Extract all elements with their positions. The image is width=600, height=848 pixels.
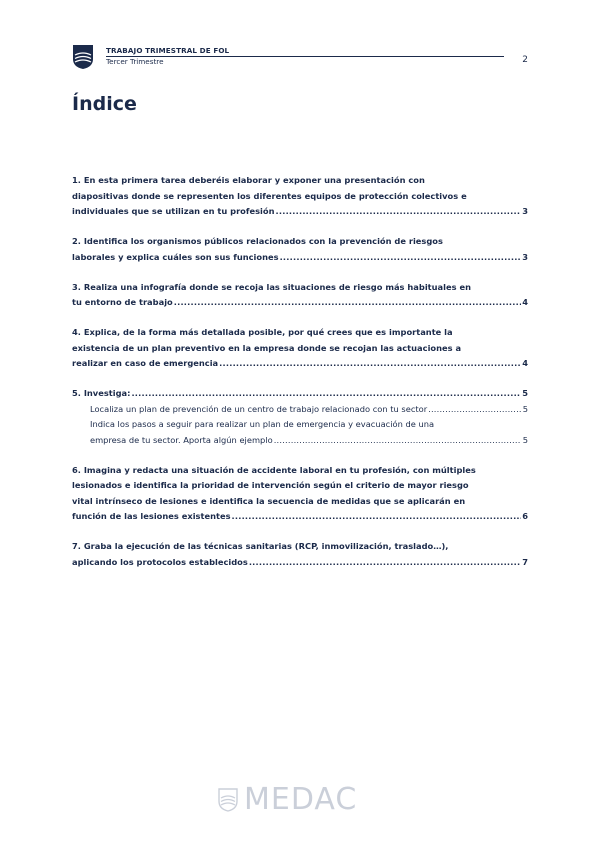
toc-entry-text: individuales que se utilizan en tu profesión	[72, 206, 275, 216]
toc-entry-text: empresa de tu sector. Aporta algún ejemplo	[90, 434, 273, 445]
toc-entry-text: realizar en caso de emergencia	[72, 358, 219, 368]
toc-entry-line	[72, 325, 528, 341]
header-divider	[106, 56, 504, 57]
toc-page-number: 5	[522, 388, 528, 398]
toc-page-number: 4	[522, 297, 528, 307]
medac-shield-icon	[218, 788, 238, 812]
footer-logo-text: MEDAC	[244, 782, 358, 817]
toc-page-number: 3	[522, 206, 528, 216]
toc-entry-text: 1. En esta primera tarea deberéis elaborar y exponer una presentación con	[72, 175, 425, 185]
toc-entry-line	[72, 173, 528, 189]
toc-entry-text: laborales y explica cuáles son sus funciones	[72, 251, 279, 262]
toc-entry-line	[72, 341, 528, 357]
toc-entry[interactable]	[72, 325, 528, 372]
toc-entry-text: aplicando los protocolos establecidos	[72, 556, 248, 567]
toc-page-number: 4	[522, 358, 528, 368]
toc-entry-line	[72, 204, 528, 220]
toc-entry-text: 2. Identifica los organismos públicos relacionados con la prevención de riesgos	[72, 236, 443, 246]
toc-entry-text: tu entorno de trabajo	[72, 297, 173, 307]
toc-dot-leader	[219, 356, 521, 372]
toc-page-number: 7	[522, 556, 528, 567]
toc-entry-line	[72, 189, 528, 205]
toc-entry-text: 6. Imagina y redacta una situación de accidente laboral en tu profesión, con múltiples	[72, 464, 476, 475]
toc-entry-text: 5. Investiga:	[72, 388, 131, 398]
toc-entry-text: 7. Graba la ejecución de las técnicas sanitarias (RCP, inmovilización, traslado…),	[72, 541, 449, 551]
toc-entry-text: función de las lesiones existentes	[72, 511, 231, 521]
toc-dot-leader	[428, 402, 521, 418]
toc-entry-line	[90, 433, 528, 449]
toc-entry-line	[72, 356, 528, 372]
toc-entry-text: vital intrínseco de lesiones e identifica la secuencia de medidas que se aplicarán en	[72, 495, 466, 506]
toc-dot-leader	[249, 555, 521, 571]
toc-entry[interactable]	[72, 539, 528, 570]
toc-dot-leader	[274, 433, 521, 449]
toc-entry-line	[72, 386, 528, 402]
toc-entry-text: Indica los pasos a seguir para realizar un plan de emergencia y evacuación de una	[90, 419, 435, 429]
toc-entry-line	[72, 555, 528, 571]
toc-group	[72, 386, 528, 448]
toc-entry-line	[72, 539, 528, 555]
toc-entry-text: existencia de un plan preventivo en la empresa donde se recojan las actuaciones a	[72, 342, 462, 353]
toc-dot-leader	[276, 204, 521, 220]
toc-page-number: 5	[522, 403, 528, 414]
footer-logo	[218, 782, 374, 818]
toc-entry-line	[72, 280, 528, 296]
toc-entry-text: diapositivas donde se representen los diferentes equipos de protección colectivos e	[72, 190, 467, 201]
toc-entry-line	[72, 250, 528, 266]
page-header	[72, 44, 528, 72]
toc-entry-line	[72, 509, 528, 525]
toc-subentry[interactable]	[72, 402, 528, 418]
table-of-contents	[72, 173, 528, 585]
document-subtitle: Tercer Trimestre	[106, 57, 164, 66]
toc-entry-line	[72, 234, 528, 250]
toc-entry-line	[90, 417, 528, 433]
toc-entry-line	[90, 402, 528, 418]
header-text	[106, 46, 229, 68]
toc-entry[interactable]	[72, 173, 528, 220]
toc-entry[interactable]	[72, 463, 528, 525]
toc-entry[interactable]	[72, 386, 528, 402]
toc-page-number: 3	[522, 251, 528, 262]
toc-subentry[interactable]	[72, 417, 528, 448]
document-title: TRABAJO TRIMESTRAL DE FOL	[106, 46, 230, 55]
toc-entry-line	[72, 295, 528, 311]
toc-entry-line	[72, 463, 528, 479]
toc-entry[interactable]	[72, 234, 528, 265]
toc-page-number: 5	[522, 434, 528, 445]
toc-entry-text: lesionados e identifica la prioridad de intervención según el criterio de mayor riesgo	[72, 480, 469, 490]
toc-entry-line	[72, 494, 528, 510]
toc-entry-text: Localiza un plan de prevención de un centro de trabajo relacionado con tu sector	[90, 403, 428, 414]
toc-page-number: 6	[522, 511, 528, 521]
toc-dot-leader	[174, 295, 521, 311]
toc-entry-text: 4. Explica, de la forma más detallada posible, por qué crees que es importante la	[72, 327, 453, 337]
toc-entry-line	[72, 478, 528, 494]
page-number: 2	[522, 55, 528, 65]
toc-dot-leader	[131, 386, 521, 402]
toc-dot-leader	[280, 250, 521, 266]
medac-shield-logo	[72, 44, 94, 70]
toc-entry[interactable]	[72, 280, 528, 311]
toc-entry-text: 3. Realiza una infografía donde se recoja las situaciones de riesgo más habituales en	[72, 281, 471, 292]
index-title: Índice	[72, 93, 137, 115]
toc-dot-leader	[232, 509, 521, 525]
